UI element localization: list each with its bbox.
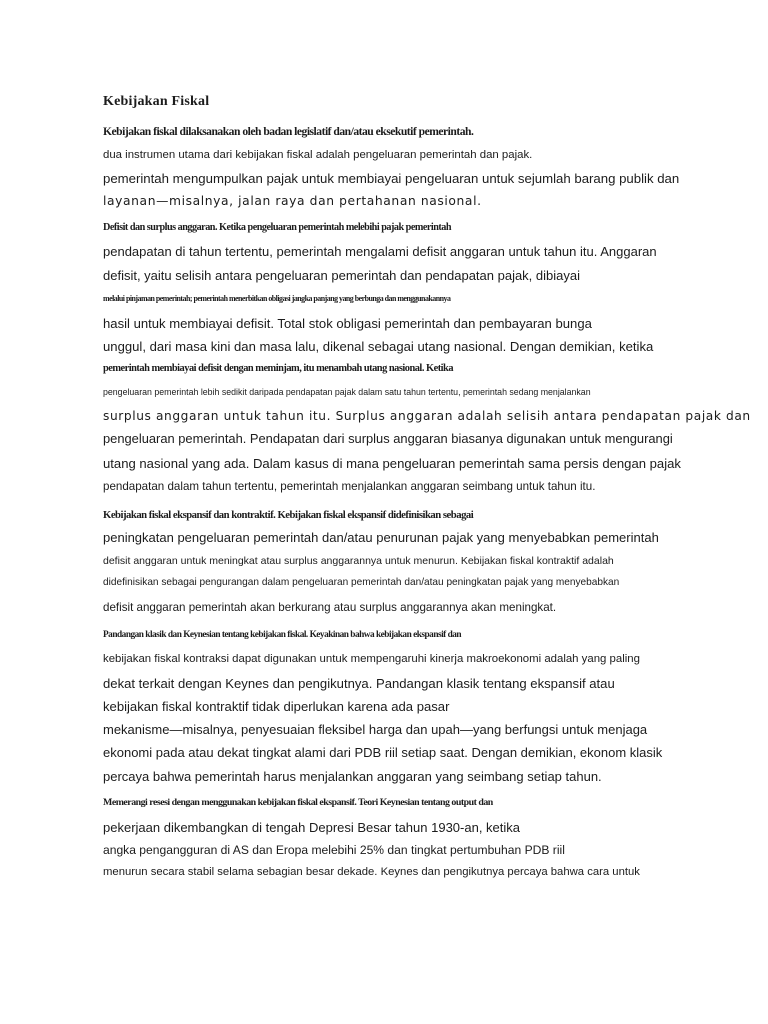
text-line: percaya bahwa pemerintah harus menjalankan anggaran yang seimbang setiap tahun. bbox=[103, 769, 602, 784]
text-line: pekerjaan dikembangkan di tengah Depresi Besar tahun 1930-an, ketika bbox=[103, 820, 520, 835]
text-line: menurun secara stabil selama sebagian besar dekade. Keynes dan pengikutnya percaya bahwa cara untuk bbox=[103, 866, 640, 878]
text-line: pendapatan dalam tahun tertentu, pemerintah menjalankan anggaran seimbang untuk tahun itu. bbox=[103, 480, 596, 493]
text-line: surplus anggaran untuk tahun itu. Surplus anggaran adalah selisih antara pendapatan pajak dan bbox=[103, 409, 751, 423]
text-line: pemerintah mengumpulkan pajak untuk membiayai pengeluaran untuk sejumlah barang publik dan bbox=[103, 171, 680, 186]
heading-line: pemerintah membiayai defisit dengan meminjam, itu menambah utang nasional. Ketika bbox=[103, 363, 454, 374]
text-line: mekanisme—misalnya, penyesuaian fleksibel harga dan upah—yang berfungsi untuk menjaga bbox=[103, 722, 648, 737]
text-line: dua instrumen utama dari kebijakan fiskal adalah pengeluaran pemerintah dan pajak. bbox=[103, 149, 533, 161]
text-line: layanan—misalnya, jalan raya dan pertahanan nasional. bbox=[103, 194, 482, 208]
text-line: pengeluaran pemerintah. Pendapatan dari surplus anggaran biasanya digunakan untuk mengurangi bbox=[103, 431, 673, 446]
heading-line: Kebijakan fiskal ekspansif dan kontraktif. Kebijakan fiskal ekspansif didefinisikan sebagai bbox=[103, 509, 474, 521]
document-title: Kebijakan Fiskal bbox=[103, 94, 210, 109]
heading-line: Kebijakan fiskal dilaksanakan oleh badan legislatif dan/atau eksekutif pemerintah. bbox=[103, 125, 474, 138]
text-line: peningkatan pengeluaran pemerintah dan/atau penurunan pajak yang menyebabkan pemerintah bbox=[103, 530, 659, 545]
text-line: ekonomi pada atau dekat tingkat alami dari PDB riil setiap saat. Dengan demikian, ekonom klasik bbox=[103, 745, 663, 760]
text-line: unggul, dari masa kini dan masa lalu, dikenal sebagai utang nasional. Dengan demikian, ketika bbox=[103, 339, 654, 354]
text-line: pengeluaran pemerintah lebih sedikit daripada pendapatan pajak dalam satu tahun tertentu, pemerintah sedang menjalankan bbox=[103, 387, 591, 397]
text-line: defisit, yaitu selisih antara pengeluaran pemerintah dan pendapatan pajak, dibiayai bbox=[103, 268, 580, 283]
text-line: dekat terkait dengan Keynes dan pengikutnya. Pandangan klasik tentang ekspansif atau bbox=[103, 676, 615, 691]
heading-line: Pandangan klasik dan Keynesian tentang kebijakan fiskal. Keyakinan bahwa kebijakan ekspansif dan bbox=[103, 630, 462, 640]
text-line: pendapatan di tahun tertentu, pemerintah mengalami defisit anggaran untuk tahun itu. Anggaran bbox=[103, 244, 657, 259]
text-line: hasil untuk membiayai defisit. Total stok obligasi pemerintah dan pembayaran bunga bbox=[103, 316, 592, 331]
text-line: didefinisikan sebagai pengurangan dalam pengeluaran pemerintah dan/atau peningkatan pajak yang menyebabkan bbox=[103, 577, 620, 588]
text-line: angka pengangguran di AS dan Eropa melebihi 25% dan tingkat pertumbuhan PDB riil bbox=[103, 843, 565, 857]
text-line: defisit anggaran untuk meningkat atau surplus anggarannya untuk menurun. Kebijakan fiskal kontraktif adalah bbox=[103, 555, 614, 567]
text-line: defisit anggaran pemerintah akan berkurang atau surplus anggarannya akan meningkat. bbox=[103, 601, 557, 614]
heading-line: Memerangi resesi dengan menggunakan kebijakan fiskal ekspansif. Teori Keynesian tentang output dan bbox=[103, 797, 493, 808]
text-line: kebijakan fiskal kontraksi dapat digunakan untuk mempengaruhi kinerja makroekonomi adalah yang paling bbox=[103, 653, 640, 665]
text-line: utang nasional yang ada. Dalam kasus di mana pengeluaran pemerintah sama persis dengan pajak bbox=[103, 456, 681, 471]
text-line: kebijakan fiskal kontraktif tidak diperlukan karena ada pasar bbox=[103, 699, 450, 714]
heading-line: melalui pinjaman pemerintah; pemerintah menerbitkan obligasi jangka panjang yang berbunga dan menggunakannya bbox=[103, 294, 451, 303]
heading-line: Defisit dan surplus anggaran. Ketika pengeluaran pemerintah melebihi pajak pemerintah bbox=[103, 222, 452, 233]
